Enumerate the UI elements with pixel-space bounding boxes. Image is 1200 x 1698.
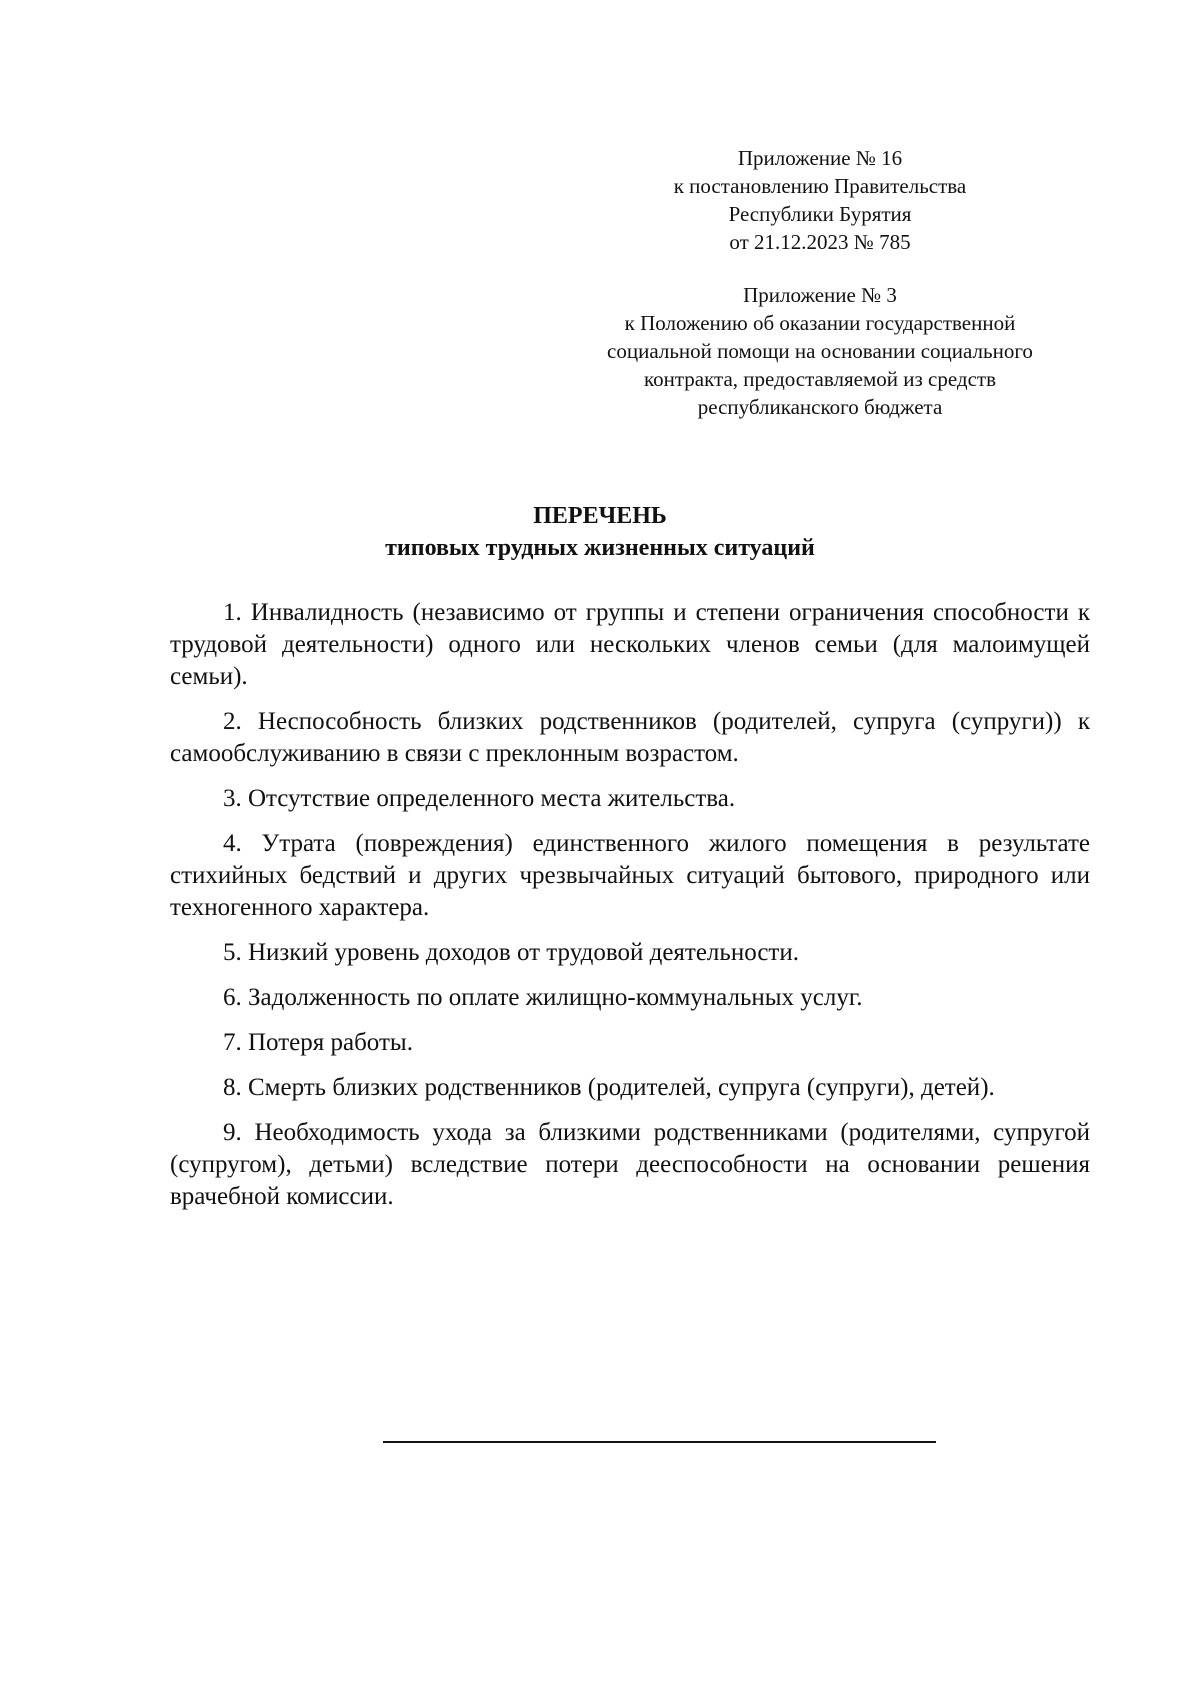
situations-list: [170, 597, 1090, 1226]
list-item: 4. Утрата (повреждения) единственного жилого помещения в результате стихийных бедствий и других чрезвычайных ситуаций бытового, природного или техногенного характера.: [170, 830, 1090, 921]
list-item: 8. Смерть близких родственников (родителей, супруга (супруги), детей).: [223, 1074, 995, 1101]
document-subtitle: типовых трудных жизненных ситуаций: [385, 535, 815, 561]
annex-line: к постановлению Правительства: [673, 174, 967, 198]
closing-divider: [383, 1441, 936, 1443]
list-item: 3. Отсутствие определенного места жительства.: [223, 785, 736, 812]
annex-line: Приложение № 16: [737, 146, 903, 170]
list-item: 6. Задолженность по оплате жилищно-коммунальных услуг.: [223, 984, 863, 1011]
list-item: 2. Неспособность близких родственников (родителей, супруга (супруги)) к самообслуживанию в связи с преклонным возрастом.: [170, 708, 1090, 767]
list-item: 9. Необходимость ухода за близкими родственниками (родителями, супругой (супругом), детьми) вследствие потери дееспособности на основании решения врачебной комиссии.: [170, 1119, 1090, 1210]
document-heading: [140, 500, 1060, 564]
list-item: 1. Инвалидность (независимо от группы и степени ограничения способности к трудовой деятельности) одного или нескольких членов семьи (для малоимущей семьи).: [170, 599, 1090, 690]
document-title: ПЕРЕЧЕНЬ: [533, 503, 667, 529]
annex-line: социальной помощи на основании социального: [607, 339, 1033, 363]
annex-line: контракта, предоставляемой из средств: [644, 367, 996, 391]
list-item: 7. Потеря работы.: [223, 1029, 413, 1056]
annex-line: Приложение № 3: [743, 283, 897, 307]
annex-line: от 21.12.2023 № 785: [729, 230, 911, 254]
annex-header-secondary: [555, 281, 1085, 421]
list-item: 5. Низкий уровень доходов от трудовой деятельности.: [223, 939, 799, 966]
annex-header-primary: [555, 144, 1085, 256]
annex-line: Республики Бурятия: [728, 202, 912, 226]
annex-line: республиканского бюджета: [697, 395, 943, 419]
annex-line: к Положению об оказании государственной: [624, 311, 1016, 335]
